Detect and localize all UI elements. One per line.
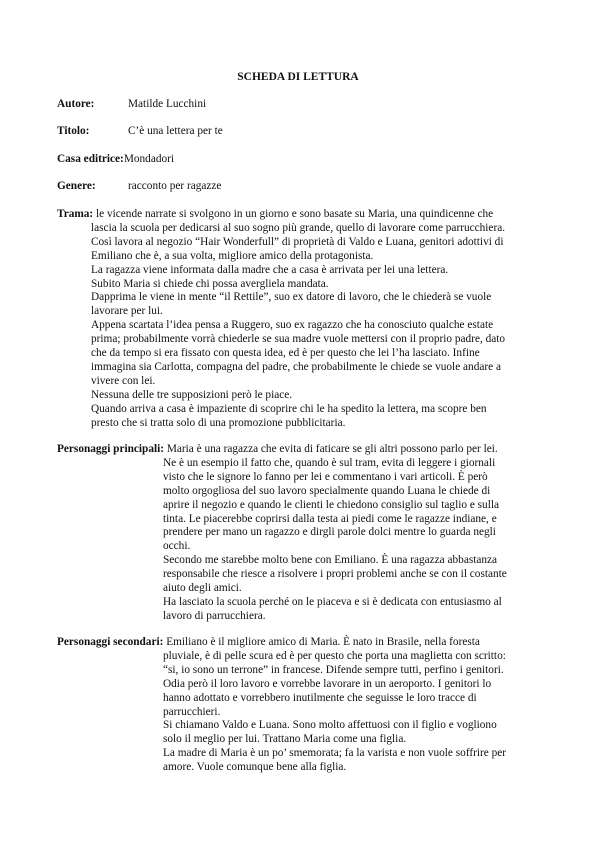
page-title: SCHEDA DI LETTURA	[237, 71, 359, 83]
plot-line: lascia la scuola per dedicarsi al suo sogno più grande, quello di lavorare come parrucchiera.	[91, 221, 506, 234]
main-characters-line: Ne è un esempio il fatto che, quando è sul tram, evita di leggere i giornali	[163, 456, 496, 469]
plot-line: presto che si tratta solo di una promozione pubblicitaria.	[91, 416, 346, 429]
main-characters-line: Secondo me starebbe molto bene con Emiliano. È una ragazza abbastanza	[163, 554, 498, 567]
plot-line: Appena scartata l’idea pensa a Ruggero, suo ex ragazzo che ha conosciuto qualche estate	[91, 319, 494, 332]
plot-line: Nessuna delle tre supposizioni però le piace.	[91, 388, 293, 401]
main-characters-line: molto orgogliosa del suo lavoro specialmente quando Luana le chiede di	[163, 484, 491, 497]
plot-label: Trama:	[57, 208, 94, 220]
secondary-characters-line: solo il meglio per lui. Trattano Maria come una figlia.	[163, 733, 407, 746]
secondary-characters-line: pluviale, è di pelle scura ed è per questo che porta una maglietta con scritto:	[163, 649, 506, 662]
genre-value: racconto per ragazze	[128, 180, 222, 192]
author-label: Autore:	[57, 98, 95, 110]
main-characters-section	[57, 443, 547, 624]
secondary-characters-line: La madre di Maria è un po’ smemorata; fa la varista e non vuole soffrire per	[163, 747, 507, 760]
plot-line: Così lavora al negozio “Hair Wonderfull” di proprietà di Valdo e Luana, genitori adottivi di	[91, 235, 504, 248]
publisher-label: Casa editrice:	[57, 153, 124, 165]
plot-line: Emiliano che è, a sua volta, migliore amico della protagonista.	[91, 249, 374, 262]
author-value: Matilde Lucchini	[128, 98, 207, 110]
plot-line: immagina sia Carlotta, compagna del padre, che probabilmente le chiede se vuole andare a	[91, 360, 501, 373]
genre-label: Genere:	[57, 180, 96, 192]
main-characters-line: visto che le signore lo fanno per lei e commentano i vari articoli. È però	[163, 470, 488, 483]
main-characters-line: responsabile che riesce a risolvere i propri problemi anche se con il costante	[163, 568, 507, 581]
main-characters-line: occhi.	[163, 540, 191, 553]
meta-genre	[57, 180, 221, 194]
plot-line: Trama: le vicende narrate si svolgono in un giorno e sono basate su Maria, una quindicenne che	[57, 208, 494, 220]
main-characters-line: lavoro di parrucchiera.	[163, 609, 266, 622]
meta-publisher	[57, 153, 174, 167]
secondary-characters-line: Personaggi secondari: Emiliano è il migliore amico di Maria. È nato in Brasile, nella foresta	[57, 636, 480, 648]
main-characters-line: tinta. Le piacerebbe coprirsi dalla testa ai piedi come le ragazze indiane, e	[163, 512, 497, 525]
secondary-characters-line: “si, io sono un terrone” in francese. Difende sempre tutti, perfino i genitori.	[163, 663, 504, 676]
plot-line: Dapprima le viene in mente “il Rettile”, suo ex datore di lavoro, che le chiederà se vuole	[91, 291, 492, 304]
secondary-characters-line: parrucchieri.	[163, 705, 221, 718]
plot-line: vivere con lei.	[91, 374, 156, 387]
plot-line: Quando arriva a casa è impaziente di scoprire chi le ha spedito la lettera, ma scopre ben	[91, 402, 487, 415]
secondary-characters-label: Personaggi secondari:	[57, 636, 164, 648]
meta-title	[57, 125, 223, 139]
plot-section	[57, 208, 547, 431]
main-characters-line: Personaggi principali: Maria è una ragazza che evita di faticare se gli altri possono parlo per lei.	[57, 443, 498, 455]
main-characters-line: prendere per mano un ragazzo e dirgli parole dolci mentre lo guarda negli	[163, 526, 496, 539]
main-characters-label: Personaggi principali:	[57, 443, 165, 455]
main-characters-line: aprire il negozio e quando le clienti le chiedono consiglio sul taglio e sulla	[163, 498, 499, 511]
plot-line: lavorare per lui.	[91, 305, 163, 318]
secondary-characters-line: hanno adottato e vorrebbero inutilmente che seguisse le loro tracce di	[163, 691, 477, 704]
plot-line: prima; probabilmente vorrà chiederle se sua madre vuole mettersi con il proprio padre, dato	[91, 333, 506, 346]
book-title-label: Titolo:	[57, 125, 90, 137]
secondary-characters-section	[57, 636, 547, 775]
book-title-value: C’è una lettera per te	[128, 125, 223, 137]
plot-line: che da tempo si era fissato con questa idea, ed è per questo che lei l’ha lasciato. Infine	[91, 347, 480, 360]
publisher-value: Mondadori	[123, 153, 175, 165]
secondary-characters-line: Si chiamano Valdo e Luana. Sono molto affettuosi con il figlio e vogliono	[163, 719, 497, 732]
plot-line: Subito Maria si chiede chi possa avergliela mandata.	[91, 277, 329, 290]
secondary-characters-line: Odia però il loro lavoro e vorrebbe lavorare in un aeroporto. I genitori lo	[163, 677, 492, 690]
meta-author	[57, 98, 206, 112]
main-characters-line: Ha lasciato la scuola perché on le piaceva e si è dedicata con entusiasmo al	[163, 595, 502, 608]
secondary-characters-line: amore. Vuole comunque bene alla figlia.	[163, 761, 347, 774]
main-characters-line: aiuto degli amici.	[163, 582, 242, 595]
plot-line: La ragazza viene informata dalla madre che a casa è arrivata per lei una lettera.	[91, 263, 449, 276]
